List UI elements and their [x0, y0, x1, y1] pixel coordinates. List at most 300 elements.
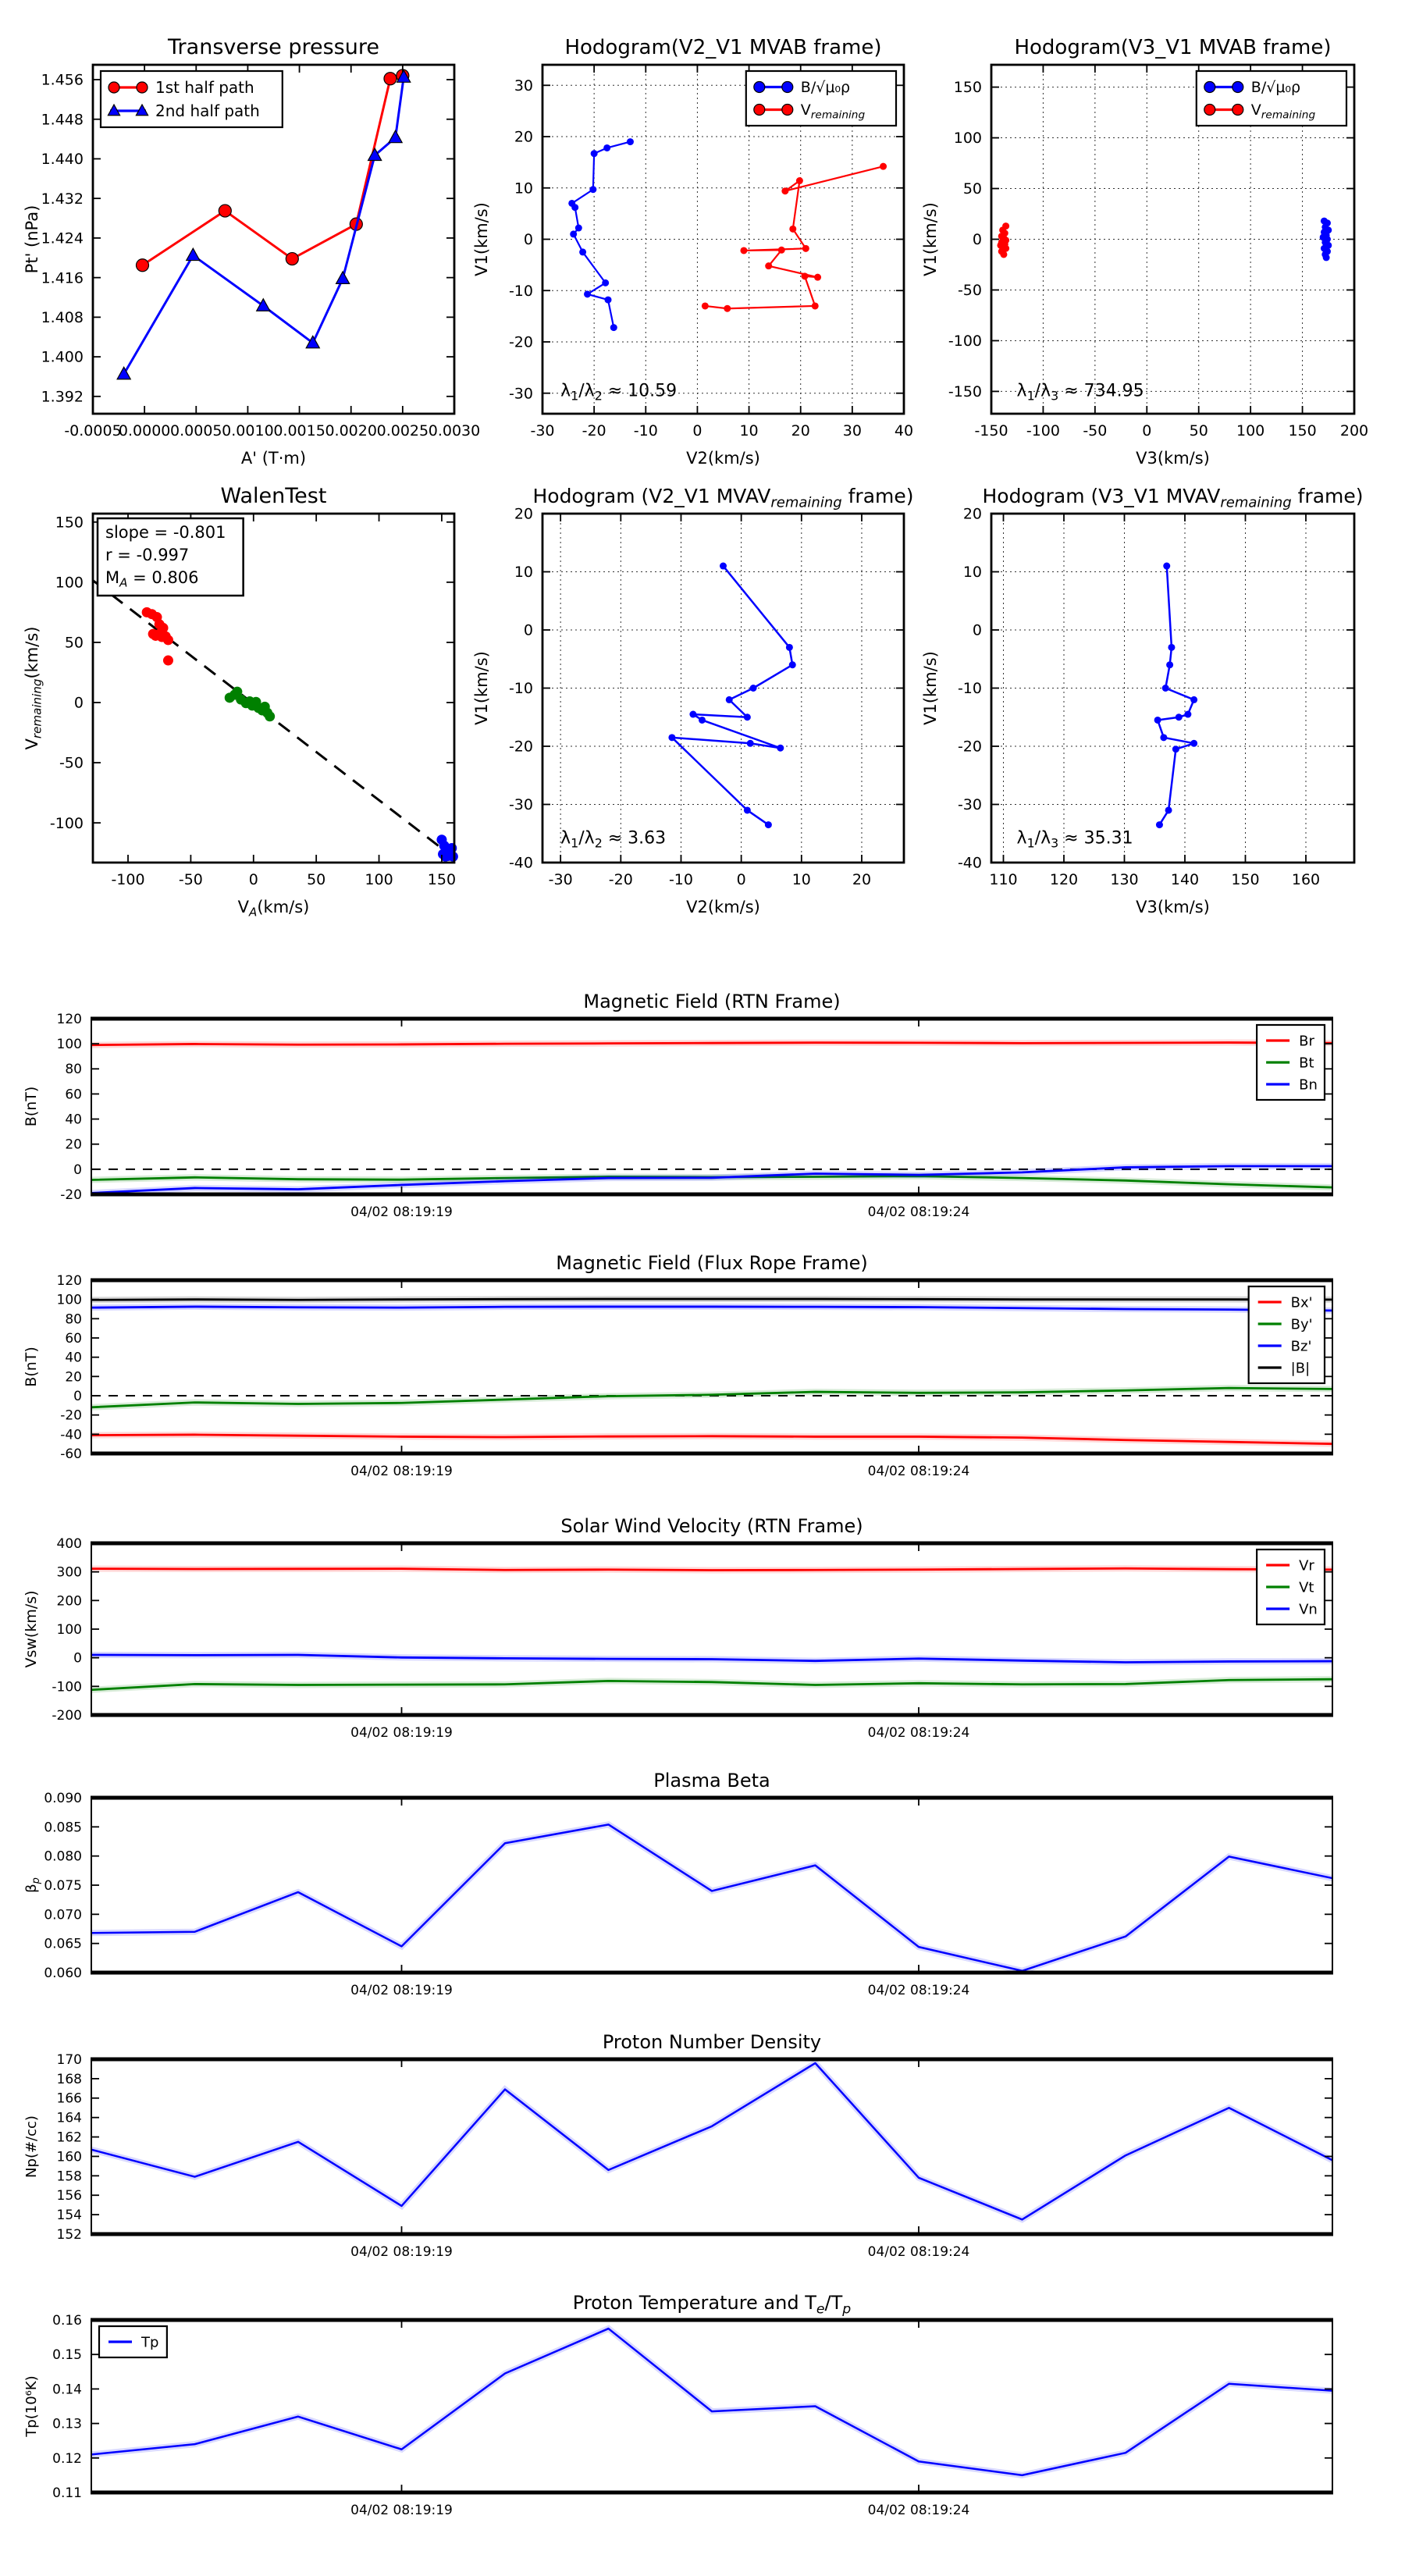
legend-label: Vt [1299, 1579, 1314, 1596]
chart-hodogram-v3v1-mvav [917, 475, 1397, 925]
point-marker [1232, 105, 1243, 116]
y-tick-label: -30 [957, 796, 982, 814]
y-tick-label: -200 [52, 1707, 82, 1724]
y-tick-label: 1.424 [41, 229, 84, 247]
y-tick-label: -40 [60, 1427, 82, 1443]
y-tick-label: 50 [64, 634, 84, 652]
point-marker [786, 644, 793, 651]
y-tick-label: -10 [508, 282, 533, 300]
x-tick-label: 04/02 08:19:24 [867, 1725, 970, 1741]
y-tick-label: 20 [65, 1369, 82, 1386]
chart-title: WalenTest [220, 484, 327, 508]
chart-svg-walen-test [19, 475, 497, 925]
chart-hodogram-v3v1-mvab [917, 26, 1397, 476]
chart-title: Magnetic Field (RTN Frame) [583, 991, 841, 1012]
legend-label: Bn [1299, 1076, 1318, 1094]
point-marker [1190, 696, 1197, 703]
y-tick-label: 10 [514, 180, 533, 197]
point-marker [1000, 251, 1007, 258]
y-tick-label: -50 [957, 282, 982, 300]
chart-svg-hodogram-v3v1-mvab [917, 26, 1397, 476]
y-tick-label: -40 [957, 854, 982, 872]
point-marker [265, 711, 275, 721]
x-tick-label: 04/02 08:19:24 [867, 2244, 970, 2260]
chart-title: Hodogram (V2_V1 $MVAV_{remaining}$ frame) [532, 485, 914, 511]
point-marker [754, 82, 765, 93]
y-tick-label: -20 [60, 1187, 82, 1203]
point-marker [782, 105, 793, 116]
point-marker [108, 82, 119, 93]
x-tick-label: 200 [1339, 422, 1369, 439]
point-marker [1172, 745, 1179, 753]
x-tick-label: 50 [307, 871, 326, 888]
y-tick-label: 1.456 [41, 71, 84, 89]
x-tick-label: 04/02 08:19:19 [350, 1204, 453, 1220]
legend-label: 1st half path [155, 78, 254, 97]
y-tick-label: 0.075 [44, 1877, 82, 1894]
x-tick-label: -50 [178, 871, 203, 888]
x-tick-label: 04/02 08:19:19 [350, 1464, 453, 1479]
x-tick-label: 10 [739, 422, 759, 439]
x-tick-label: -10 [633, 422, 658, 439]
y-tick-label: 40 [65, 1112, 82, 1128]
x-tick-label: 0 [248, 871, 258, 888]
x-axis-label: $V_A(km/s)$ [237, 898, 310, 920]
y-tick-label: 100 [953, 130, 982, 148]
legend-label: B/√μ₀ρ [800, 79, 851, 97]
point-marker [699, 717, 706, 724]
point-marker [668, 734, 675, 741]
point-marker [702, 302, 709, 309]
x-tick-label: 0.0030 [428, 422, 481, 439]
legend-label: 2nd half path [155, 101, 260, 120]
chart-title: Magnetic Field (Flux Rope Frame) [556, 1252, 868, 1274]
point-marker [571, 204, 578, 211]
legend-label: Vn [1299, 1601, 1318, 1618]
y-tick-label: 152 [56, 2226, 82, 2243]
legend-label: Bx' [1290, 1294, 1313, 1311]
chart-svg-hodogram-v2v1-mvav [468, 475, 947, 925]
y-tick-label: -20 [60, 1407, 82, 1424]
y-tick-label: 1.448 [41, 111, 84, 129]
point-marker [1232, 82, 1243, 93]
x-tick-label: 150 [1288, 422, 1317, 439]
legend-label: |B| [1290, 1360, 1311, 1377]
x-tick-label: 100 [1236, 422, 1265, 439]
x-tick-label: -30 [548, 871, 573, 888]
legend-label: $V_{remaining}$ [1250, 101, 1316, 122]
y-axis-label: V1(km/s) [921, 202, 940, 276]
y-axis-label: V1(km/s) [921, 651, 940, 725]
x-tick-label: 04/02 08:19:19 [350, 2244, 453, 2260]
point-marker [812, 302, 819, 309]
series-band-beta_p [91, 1824, 1332, 1970]
y-tick-label: -100 [948, 333, 982, 350]
x-tick-label: -20 [582, 422, 606, 439]
x-tick-label: -30 [530, 422, 555, 439]
chart-walen-test [19, 475, 497, 925]
y-tick-label: 100 [56, 1037, 82, 1053]
point-marker [187, 248, 200, 260]
stats-line: r = -0.997 [105, 546, 190, 564]
point-marker [1323, 254, 1330, 261]
point-marker [136, 259, 148, 272]
y-tick-label: 0.090 [44, 1790, 82, 1806]
x-tick-label: -150 [974, 422, 1008, 439]
annotation: $\lambda_1/\lambda_3 \approx 734.95$ [1016, 381, 1144, 404]
y-tick-label: 168 [56, 2071, 82, 2087]
y-tick-label: 100 [55, 574, 84, 592]
chart-hodogram-v2v1-mvab [468, 26, 947, 476]
y-tick-label: 0.065 [44, 1936, 82, 1952]
x-tick-label: 150 [1231, 871, 1260, 888]
x-tick-label: 0.0000 [118, 422, 171, 439]
point-marker [603, 144, 610, 151]
point-marker [1176, 713, 1183, 720]
chart-hodogram-v2v1-mvav [468, 475, 947, 925]
y-tick-label: 0.070 [44, 1907, 82, 1923]
chart-title: Hodogram (V3_V1 $MVAV_{remaining}$ frame) [982, 485, 1364, 511]
y-tick-label: 150 [55, 514, 84, 532]
point-marker [1162, 685, 1169, 692]
legend-label: Bz' [1290, 1338, 1312, 1355]
point-marker [286, 253, 298, 265]
point-marker [814, 274, 821, 281]
point-marker [796, 177, 803, 184]
legend-label: Tp [141, 2334, 159, 2351]
y-tick-label: -50 [59, 754, 84, 772]
x-tick-label: -20 [608, 871, 633, 888]
x-tick-label: 0 [1142, 422, 1152, 439]
chart-title: Hodogram(V3_V1 MVAB frame) [1014, 36, 1332, 59]
x-tick-label: 0 [692, 422, 702, 439]
x-tick-label: 04/02 08:19:19 [350, 1725, 453, 1741]
x-axis-label: A' (T·m) [240, 449, 307, 468]
legend-label: $V_{remaining}$ [800, 101, 866, 122]
y-tick-label: 0 [523, 231, 533, 249]
point-marker [1204, 82, 1215, 93]
point-marker [720, 563, 727, 570]
chart-solar-wind-velocity [17, 1514, 1364, 1754]
x-tick-label: 130 [1110, 871, 1139, 888]
point-marker [802, 245, 809, 252]
point-marker [219, 205, 231, 217]
point-marker [777, 745, 784, 752]
y-tick-label: 0.14 [52, 2382, 82, 2398]
y-tick-label: 0.13 [52, 2416, 82, 2432]
x-tick-label: 30 [842, 422, 862, 439]
x-tick-label: 04/02 08:19:24 [867, 1204, 970, 1220]
annotation: $\lambda_1/\lambda_2 \approx 10.59$ [560, 381, 678, 404]
series-line-|B| [91, 1299, 1332, 1300]
point-marker [610, 324, 617, 331]
x-tick-label: 40 [894, 422, 914, 439]
point-marker [782, 82, 793, 93]
y-tick-label: 0.16 [52, 2312, 82, 2329]
y-tick-label: 30 [514, 76, 533, 94]
chart-title: Hodogram(V2_V1 MVAB frame) [564, 36, 882, 59]
series-line-V path [1158, 566, 1194, 825]
y-tick-label: 60 [65, 1330, 82, 1347]
x-tick-label: 10 [791, 871, 811, 888]
point-marker [1156, 821, 1163, 828]
point-marker [765, 821, 772, 828]
chart-svg-hodogram-v2v1-mvab [468, 26, 947, 476]
y-tick-label: 1.416 [41, 269, 84, 287]
y-tick-label: -20 [957, 738, 982, 756]
point-marker [880, 163, 887, 170]
y-tick-label: 20 [65, 1137, 82, 1153]
y-tick-label: 400 [56, 1535, 82, 1552]
x-tick-label: 0.0010 [222, 422, 274, 439]
point-marker [1184, 711, 1191, 718]
x-tick-label: 150 [427, 871, 457, 888]
y-axis-label: B(nT) [23, 1086, 40, 1127]
y-tick-label: 162 [56, 2129, 82, 2146]
chart-title: Proton Number Density [602, 2031, 822, 2053]
x-tick-label: 110 [989, 871, 1018, 888]
series-line-Np [91, 2063, 1332, 2219]
y-axis-label: Vsw(km/s) [23, 1590, 40, 1668]
point-marker [744, 713, 751, 720]
y-tick-label: -30 [508, 796, 533, 814]
y-tick-label: 10 [962, 564, 982, 582]
y-tick-label: -150 [948, 383, 982, 401]
y-axis-label: $\beta_p$ [23, 1877, 42, 1893]
x-tick-label: 04/02 08:19:24 [867, 2503, 970, 2518]
y-tick-label: -30 [508, 385, 533, 403]
y-tick-label: -40 [508, 854, 533, 872]
x-tick-label: -100 [111, 871, 145, 888]
point-marker [781, 187, 788, 194]
chart-title: Transverse pressure [168, 35, 379, 59]
point-marker [1163, 563, 1170, 570]
point-marker [163, 656, 173, 666]
x-tick-label: 0.0025 [376, 422, 429, 439]
point-marker [802, 272, 809, 279]
y-tick-label: -60 [60, 1446, 82, 1462]
y-tick-label: 170 [56, 2051, 82, 2068]
chart-magnetic-field-rtn [17, 989, 1364, 1233]
point-marker [1165, 806, 1172, 813]
axes-spines [91, 1798, 1332, 1973]
point-marker [336, 272, 350, 283]
y-tick-label: 0.15 [52, 2347, 82, 2364]
x-tick-label: 20 [852, 871, 872, 888]
y-tick-label: 120 [56, 1272, 82, 1289]
axes-spines [91, 2320, 1332, 2492]
legend-label: Bt [1299, 1055, 1314, 1072]
point-marker [627, 138, 634, 145]
y-tick-label: 0 [73, 694, 84, 712]
x-tick-label: 04/02 08:19:19 [350, 2503, 453, 2518]
chart-svg-proton-temperature [17, 2290, 1364, 2532]
y-tick-label: 120 [56, 1011, 82, 1027]
point-marker [789, 661, 796, 668]
point-marker [117, 367, 130, 379]
point-marker [1168, 644, 1175, 651]
y-tick-label: 20 [962, 505, 982, 523]
x-tick-label: 04/02 08:19:24 [867, 1983, 970, 1998]
y-tick-label: 0 [73, 1650, 82, 1667]
y-tick-label: 0.12 [52, 2450, 82, 2467]
legend-label: Br [1299, 1033, 1314, 1050]
y-tick-label: 156 [56, 2188, 82, 2204]
series-band-Np [91, 2063, 1332, 2219]
x-tick-label: 0.0020 [325, 422, 377, 439]
x-tick-label: 50 [1189, 422, 1208, 439]
point-marker [570, 230, 577, 237]
y-tick-label: 80 [65, 1311, 82, 1328]
y-tick-label: 20 [514, 505, 533, 523]
y-tick-label: -100 [49, 814, 84, 832]
point-marker [1204, 105, 1215, 116]
y-tick-label: 10 [514, 564, 533, 582]
y-tick-label: 0.085 [44, 1820, 82, 1836]
y-tick-label: -10 [957, 680, 982, 698]
point-marker [579, 248, 586, 255]
x-tick-label: 120 [1049, 871, 1079, 888]
legend-label: By' [1290, 1316, 1313, 1333]
stats-line: $M_A = 0.806$ [105, 568, 199, 590]
point-marker [689, 711, 696, 718]
y-axis-label: Tp(10⁶K) [23, 2375, 40, 2437]
annotation: $\lambda_1/\lambda_3 \approx 35.31$ [1016, 828, 1133, 851]
y-tick-label: 200 [56, 1593, 82, 1610]
chart-title: Solar Wind Velocity (RTN Frame) [560, 1515, 863, 1537]
y-tick-label: 1.392 [41, 388, 84, 406]
x-tick-label: 140 [1170, 871, 1200, 888]
y-axis-label: V1(km/s) [472, 651, 491, 725]
point-marker [724, 305, 731, 312]
point-marker [726, 696, 733, 703]
chart-svg-plasma-beta [17, 1768, 1364, 2012]
point-marker [1154, 717, 1161, 724]
point-marker [384, 73, 397, 85]
point-marker [575, 225, 582, 232]
x-axis-label: V2(km/s) [686, 898, 760, 916]
chart-proton-temperature [17, 2290, 1364, 2532]
y-axis-label: V1(km/s) [472, 202, 491, 276]
point-marker [591, 150, 598, 157]
y-tick-label: 158 [56, 2169, 82, 2185]
point-marker [605, 297, 612, 304]
y-tick-label: 20 [514, 128, 533, 146]
y-tick-label: 1.400 [41, 348, 84, 366]
y-tick-label: 166 [56, 2090, 82, 2107]
x-tick-label: -50 [1083, 422, 1108, 439]
legend-label: Vr [1299, 1557, 1314, 1574]
y-tick-label: 300 [56, 1564, 82, 1581]
axes-spines [991, 514, 1354, 863]
x-tick-label: 0.0005 [170, 422, 222, 439]
y-tick-label: 0 [73, 1162, 82, 1178]
point-marker [1190, 740, 1197, 747]
y-tick-label: 154 [56, 2208, 82, 2224]
y-tick-label: 0.060 [44, 1965, 82, 1981]
point-marker [789, 226, 796, 233]
y-tick-label: 0 [73, 1388, 82, 1404]
chart-svg-proton-number-density [17, 2030, 1364, 2273]
x-tick-label: -0.0005 [64, 422, 122, 439]
y-tick-label: -100 [52, 1679, 82, 1695]
point-marker [137, 82, 148, 93]
y-tick-label: -20 [508, 333, 533, 351]
chart-magnetic-field-flux-rope [17, 1251, 1364, 1493]
x-tick-label: 04/02 08:19:19 [350, 1983, 453, 1998]
point-marker [602, 279, 609, 286]
y-axis-label: $V_{remaining}(km/s)$ [23, 626, 44, 750]
x-tick-label: 0 [736, 871, 746, 888]
x-tick-label: 0.0015 [273, 422, 325, 439]
y-tick-label: 0.080 [44, 1848, 82, 1865]
x-axis-label: V3(km/s) [1136, 449, 1210, 468]
y-tick-label: 60 [65, 1087, 82, 1103]
y-tick-label: 100 [56, 1621, 82, 1638]
y-axis-label: Pt' (nPa) [23, 205, 41, 274]
chart-svg-hodogram-v3v1-mvav [917, 475, 1397, 925]
x-axis-label: V3(km/s) [1136, 898, 1210, 916]
chart-title: Plasma Beta [653, 1770, 770, 1791]
y-tick-label: 1.408 [41, 309, 84, 327]
chart-transverse-pressure [19, 26, 497, 476]
y-axis-label: Np(#/cc) [23, 2115, 40, 2178]
point-marker [389, 130, 402, 142]
chart-title: Proton Temperature and $T_e/T_p$ [572, 2292, 852, 2318]
y-tick-label: -20 [508, 738, 533, 756]
chart-svg-magnetic-field-flux-rope [17, 1251, 1364, 1493]
x-tick-label: -100 [1026, 422, 1060, 439]
annotation: $\lambda_1/\lambda_2 \approx 3.63$ [560, 828, 667, 851]
point-marker [589, 186, 596, 193]
y-tick-label: 1.432 [41, 190, 84, 208]
point-marker [163, 635, 173, 645]
y-tick-label: 100 [56, 1292, 82, 1308]
y-tick-label: 0 [972, 621, 982, 639]
series-line-Tp [91, 2329, 1332, 2475]
chart-proton-number-density [17, 2030, 1364, 2273]
y-axis-label: B(nT) [23, 1347, 40, 1387]
point-marker [778, 247, 785, 254]
y-tick-label: 164 [56, 2110, 82, 2126]
point-marker [584, 290, 591, 297]
y-tick-label: -10 [508, 680, 533, 698]
y-tick-label: 80 [65, 1062, 82, 1078]
series-line-B/√μ₀ρ [572, 142, 631, 328]
y-tick-label: 1.440 [41, 151, 84, 169]
x-tick-label: 04/02 08:19:24 [867, 1464, 970, 1479]
y-tick-label: 150 [953, 79, 982, 97]
y-tick-label: 0.11 [52, 2485, 82, 2501]
x-tick-label: 20 [791, 422, 810, 439]
point-marker [1160, 734, 1167, 741]
x-axis-label: V2(km/s) [686, 449, 760, 468]
x-tick-label: -10 [668, 871, 694, 888]
point-marker [306, 336, 319, 347]
x-tick-label: 160 [1291, 871, 1321, 888]
x-tick-label: 100 [365, 871, 393, 888]
series-line-V path [672, 566, 792, 825]
y-tick-label: 0 [523, 621, 533, 639]
chart-svg-solar-wind-velocity [17, 1514, 1364, 1754]
chart-svg-magnetic-field-rtn [17, 989, 1364, 1233]
series-band-Tp [91, 2329, 1332, 2475]
y-tick-label: 0 [972, 231, 982, 249]
point-marker [744, 806, 751, 813]
point-marker [257, 299, 270, 311]
legend-label: B/√μ₀ρ [1250, 79, 1301, 97]
point-marker [747, 740, 754, 747]
